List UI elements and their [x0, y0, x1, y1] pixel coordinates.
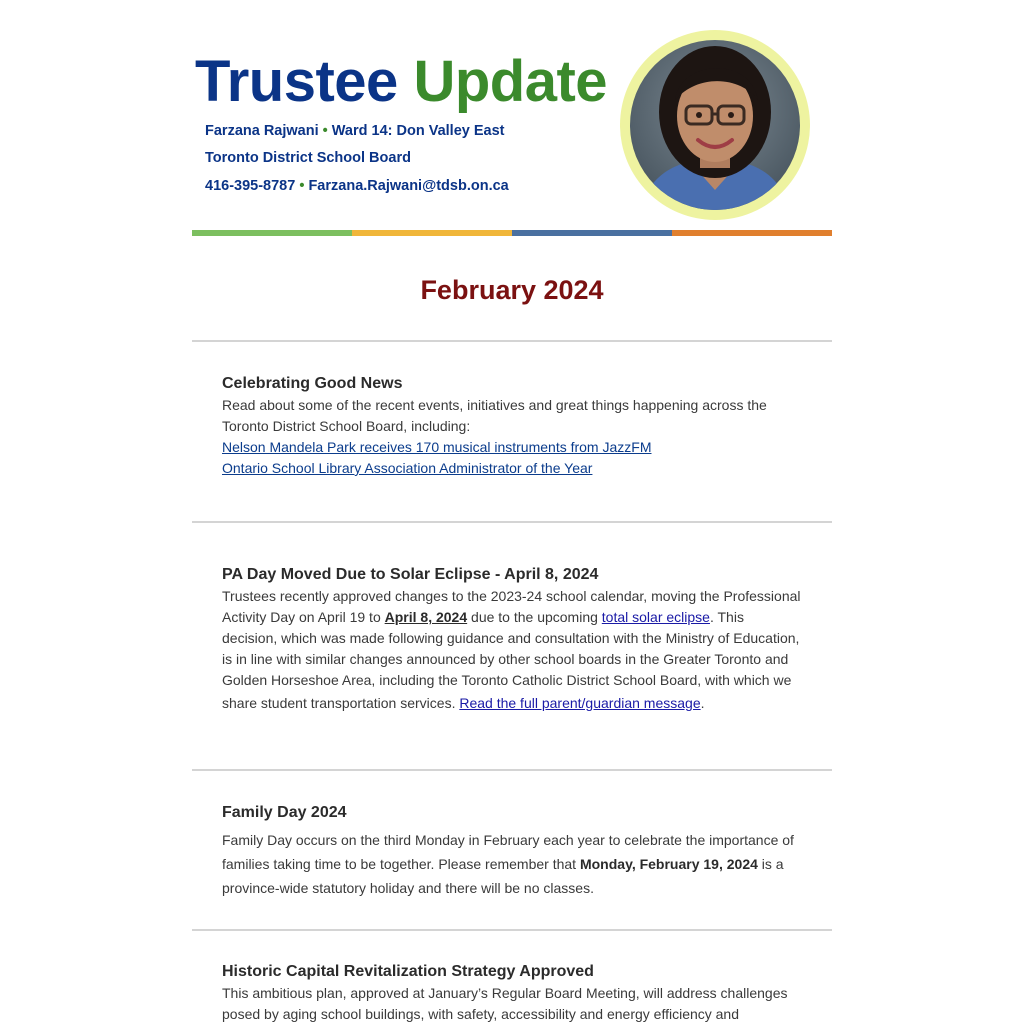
- section-body: [222, 828, 802, 900]
- portrait-illustration: [630, 40, 800, 210]
- trustee-name: Farzana Rajwani: [205, 123, 319, 139]
- pa-text-2: due to the upcoming: [467, 609, 602, 625]
- color-bar-blue: [512, 230, 672, 236]
- pa-text-4: .: [700, 695, 705, 711]
- issue-month-title: February 2024: [420, 275, 604, 305]
- section-divider: [192, 340, 832, 342]
- section-divider: [192, 769, 832, 771]
- newsletter-title: [195, 46, 607, 118]
- header-color-bar: [192, 230, 832, 236]
- section-heading: Historic Capital Revitalization Strategy Approved: [222, 963, 594, 980]
- news-link-jazzfm[interactable]: Nelson Mandela Park receives 170 musical instruments from JazzFM: [222, 439, 652, 455]
- parent-message-link[interactable]: Read the full parent/guardian message: [459, 695, 701, 711]
- section-divider: [192, 521, 832, 523]
- email-address: Farzana.Rajwani@tdsb.on.ca: [308, 178, 509, 194]
- eclipse-link[interactable]: total solar eclipse: [601, 609, 710, 625]
- section-body: This ambitious plan, approved at January’s Regular Board Meeting, will address challenges posed by aging school buildings, with safety, accessibility and energy efficiency and: [222, 985, 788, 1022]
- title-trustee: Trustee: [195, 49, 398, 114]
- section-divider: [192, 929, 832, 931]
- trustee-ward: Ward 14: Don Valley East: [331, 123, 505, 139]
- color-bar-green: [192, 230, 352, 236]
- pa-text-1: Trustees recently approved changes to the 2023-24 school calendar, moving the Professional Activity Day on April 19 to: [222, 588, 801, 625]
- section-heading: Celebrating Good News: [222, 375, 403, 392]
- title-update: Update: [413, 49, 608, 114]
- separator-dot: •: [322, 123, 328, 139]
- section-heading: Family Day 2024: [222, 804, 347, 821]
- family-text-2: is a province-wide statutory holiday and there will be no classes.: [222, 856, 784, 896]
- family-text-1: Family Day occurs on the third Monday in February each year to celebrate the importance of families taking time to be together. Please remember that: [222, 832, 794, 872]
- trustee-name-ward: [205, 121, 504, 141]
- color-bar-orange: [672, 230, 832, 236]
- section-body: Read about some of the recent events, initiatives and great things happening across the Toronto District School Board, including:: [222, 397, 767, 434]
- newsletter-container: [192, 0, 832, 1022]
- newsletter-header: [192, 0, 832, 230]
- school-board: Toronto District School Board: [205, 150, 411, 166]
- family-bold-date: Monday, February 19, 2024: [579, 856, 758, 872]
- section-heading: PA Day Moved Due to Solar Eclipse - April 8, 2024: [222, 566, 599, 583]
- contact-info: [205, 176, 509, 196]
- phone-number: 416-395-8787: [205, 178, 296, 194]
- trustee-photo: [620, 30, 810, 220]
- color-bar-yellow: [352, 230, 512, 236]
- section-capital-strategy: [222, 961, 802, 1024]
- section-body: [222, 586, 802, 715]
- news-link-library-admin[interactable]: Ontario School Library Association Administrator of the Year: [222, 460, 593, 476]
- section-family-day: [222, 802, 802, 900]
- section-pa-day: [222, 564, 802, 715]
- pa-text-3: . This decision, which was made following guidance and consultation with the Ministry of Education, is in line with similar changes announced by other school boards in the Greater Toronto and Golden Horseshoe Area, including the Toronto Catholic District School Board, with which we share student transportation services.: [222, 609, 800, 711]
- section-good-news: [222, 373, 802, 479]
- pa-bold-date: April 8, 2024: [384, 609, 468, 625]
- separator-dot: •: [299, 178, 305, 194]
- trustee-portrait-icon: [630, 40, 800, 210]
